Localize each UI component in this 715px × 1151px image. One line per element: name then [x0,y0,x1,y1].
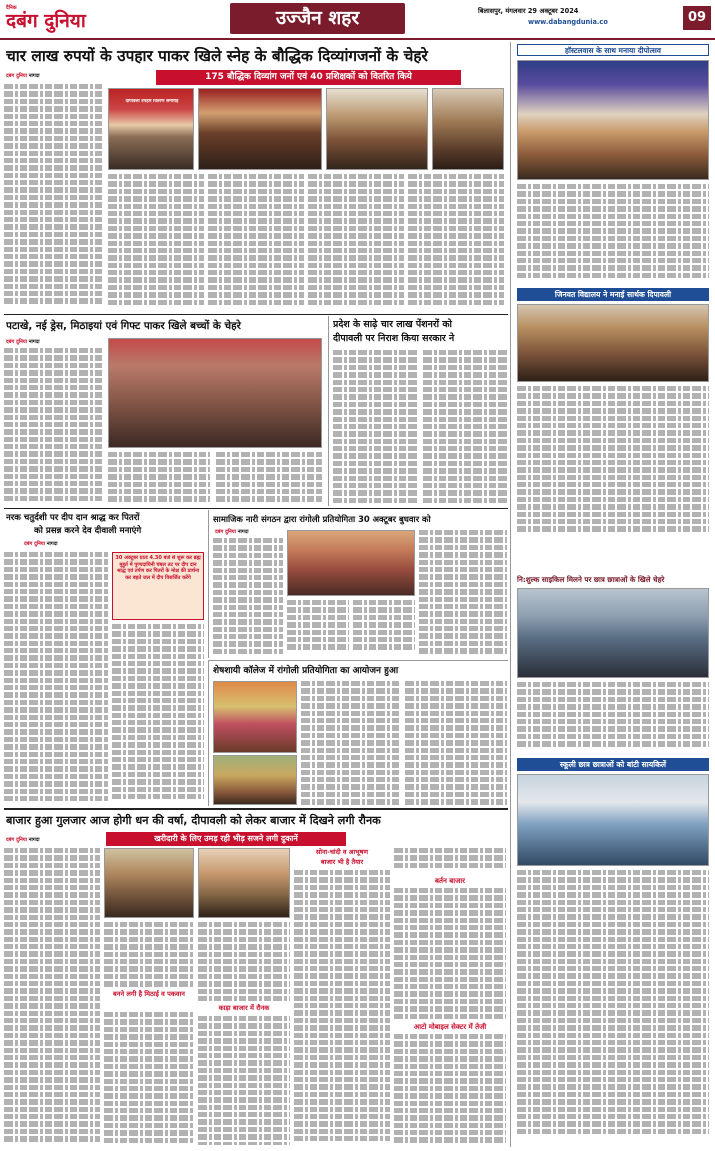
lead-text-col1 [4,84,104,310]
lead-photo-3 [326,88,428,170]
narak-highlight-text: 30 अक्टूबर प्रातः 4.30 बजे से शुरू कर ब्रह्म मुहूर्त में पुण्यदायिनी चंबल तट पर दीप दान श्राद्ध एवं तर्पण कर पितरों के मोक्ष की प्रार्थना कर बहते जल में दीप विसर्जित करेंगे [115,555,201,581]
pension-headline-1: प्रदेश के साढ़े चार लाख पेंशनरों को [333,319,452,330]
market-story [4,810,508,1147]
rangoli-text-col1 [213,538,283,656]
market-sub1: बनने लगी है मिठाई व पकवान [113,990,185,998]
brand-name: दबंग दुनिया [6,10,86,32]
market-text-col1 [4,848,100,1145]
lead-text-col3 [208,174,304,310]
market-ribbon: खरीदारी के लिए उमड़ रही भीड़ सजने लगी दुकानें [106,832,346,846]
dateline: बिलासपुर, मंगलवार 29 अक्टूबर 2024 [478,7,579,15]
lead-text-col4 [308,174,404,310]
jinwat-text [517,386,709,534]
narak-headline-1: नरक चतुर्दशी पर दीप दान श्राद्ध कर पितरों [6,513,140,523]
market-sub2: काड़ा बाजार में रौनक [218,1004,270,1012]
narak-text-col1 [4,552,108,804]
market-text-col5 [198,1016,290,1145]
college-headline: शेषशायी कॉलेज में रांगोली प्रतियोगिता का आयोजन हुआ [213,666,399,676]
website[interactable]: www.dabangdunia.co [528,18,608,26]
market-text-col8 [394,888,506,1020]
rangoli-headline: सामाजिक नारी संगठन द्वारा रांगोली प्रतियोगिता 30 अक्टूबर बुधवार को [213,514,431,524]
rangoli-text-col4 [419,530,507,656]
jinwat-photo [517,304,709,382]
masthead [0,0,715,38]
kids-photo [108,338,322,448]
lead-text-lines [4,84,104,310]
narak-highlight-box [112,552,204,620]
hostel-headline: हॉस्टलवास के साथ मनाया दीपोत्सव [517,44,709,56]
hostel-photo [517,60,709,180]
school-photo [517,774,709,866]
school-text [517,870,709,1145]
lead-photo-4 [432,88,504,170]
lead-photo-1 [108,88,194,170]
cycle-text [517,682,709,750]
market-text-col2 [104,922,194,988]
market-sub4: बर्तन बाजार [435,877,465,885]
college-text-col1 [301,681,401,805]
lead-text-col5 [408,174,504,310]
brand-logo [6,6,106,34]
lead-photo-2 [198,88,322,170]
cycle-headline: नि:शुल्क साइकिल मिलने पर छात्र छात्राओं के खिले चेहरे [517,575,665,584]
market-text-col3 [104,1012,194,1145]
market-headline: बाजार हुआ गुलजार आज होगी धन की वर्षा, दीपावली को लेकर बाजार में दिखने लगी रौनक [6,814,381,827]
college-story [208,660,508,806]
kids-byline: दबंग दुनिया नागदा [6,339,40,345]
pension-story [328,316,508,506]
narak-byline: दबंग दुनिया नागदा [24,541,58,547]
masthead-divider [0,38,715,40]
hostel-text [517,184,709,282]
market-photo-2 [198,848,290,918]
lead-text-col2 [108,174,204,310]
cycle-photo [517,588,709,678]
rangoli-photo [287,530,415,596]
edition-title: उज्जैन शहर [275,7,360,29]
college-photo-2 [213,755,297,805]
byline-brand: दबंग दुनिया [6,73,27,79]
right-column [510,42,711,1147]
market-sub3-line1: सोना-चांदी व आभूषण [316,848,368,856]
jinwat-headline: जिनवत विद्यालय ने मनाई सार्थक दिपावली [517,288,709,301]
kids-headline: पटाखे, नई ड्रेस, मिठाइयां एवं गिफ्ट पाकर खिले बच्चों के चेहरे [6,320,241,332]
rangoli-story [208,510,508,658]
kids-text-col3 [216,452,322,504]
market-text-col9 [394,1034,506,1145]
pension-text-col2 [423,350,509,504]
kids-text-col2 [108,452,210,504]
page-number: 09 [687,10,707,25]
lead-headline: चार लाख रुपयों के उपहार पाकर खिले स्नेह के बौद्धिक दिव्यांगजनों के चेहरे [6,47,428,65]
kids-story [4,316,324,506]
market-byline: दबंग दुनिया नागदा [6,837,40,843]
market-text-col4 [198,922,290,1002]
school-headline: स्कूली छात्र छात्राओं को बांटी सायकिलें [517,758,709,771]
lead-byline [6,74,40,79]
section-divider-1 [4,314,508,315]
byline-city: नागदा [28,73,40,79]
market-photo-1 [104,848,194,918]
lead-ribbon: 175 बौद्धिक दिव्यांग जनों एवं 40 प्रशिक्षकों को वितरित किये [156,70,461,85]
edition-banner [230,3,405,34]
rangoli-text-col2 [287,600,349,656]
kids-text-col1 [4,348,104,504]
narak-text-col2 [112,624,204,804]
section-divider-2 [4,508,508,509]
pension-text-col1 [333,350,419,504]
market-text-col6 [294,870,390,1145]
rangoli-text-col3 [353,600,415,656]
narak-story [4,510,204,806]
college-text-col2 [405,681,507,805]
narak-headline-2: को प्रसन्न करने देव दीवाली मनाएंगे [34,526,142,536]
market-sub3-line2: बाजार भी है तैयार [320,858,364,866]
market-text-col7 [394,848,506,874]
market-sub5: आटो मोबाइल सेक्टर में तेजी [413,1023,487,1031]
rangoli-byline: दबंग दुनिया नागदा [215,529,249,535]
page-number-box [683,6,711,30]
photo-banner-text: दीपावली उपहार वितरण समारोह [125,99,179,104]
lead-story [4,42,506,312]
brand-prefix: दैनिक [6,5,17,11]
college-photo-1 [213,681,297,753]
pension-headline-2: दीपावली पर निराश किया सरकार ने [333,333,455,344]
